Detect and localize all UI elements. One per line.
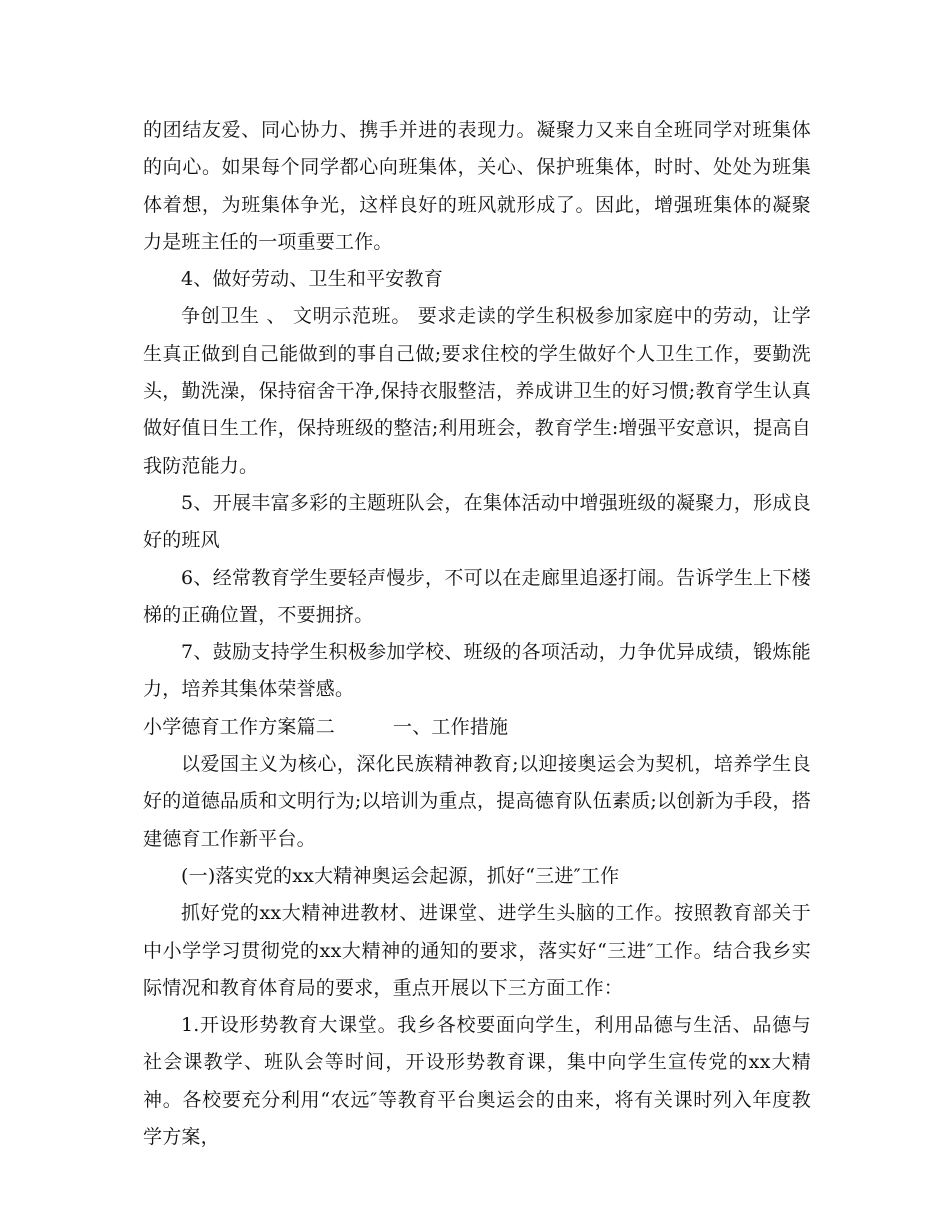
paragraph-patriotism-core: 以爱国主义为核心，深化民族精神教育;以迎接奥运会为契机，培养学生良好的道德品质和文明行为;以培训为重点，提高德育队伍素质;以创新为手段，搭建德育工作新平台。 xyxy=(143,753,811,850)
paragraph-encourage-activities: 7、鼓励支持学生积极参加学校、班级的各项活动，力争优异成绩，锻炼能力，培养其集体荣誉感。 xyxy=(143,641,811,701)
heading-implement-spirit: (一)落实党的xx大精神奥运会起源，抓好“三进″工作 xyxy=(181,864,620,887)
document-body xyxy=(143,112,811,1156)
paragraph-three-entries: 抓好党的xx大精神进教材、进课堂、进学生头脑的工作。按照教育部关于中小学学习贯彻党的xx大精神的通知的要求，落实好“三进″工作。结合我乡实际情况和教育体育局的要求，重点开展以下三方面工作： xyxy=(143,902,811,999)
section-heading-plan-two xyxy=(143,709,811,746)
paragraph-cohesion: 的团结友爱、同心协力、携手并进的表现力。凝聚力又来自全班同学对班集体的向心。如果每个同学都心向班集体，关心、保护班集体，时时、处处为班集体着想，为班集体争光，这样良好的班风就形成了。因此，增强班集体的凝聚力是班主任的一项重要工作。 xyxy=(143,119,811,253)
paragraph-civilized-class: 争创卫生 、 文明示范班。 要求走读的学生积极参加家庭中的劳动，让学生真正做到自己能做到的事自己做;要求住校的学生做好个人卫生工作，要勤洗头，勤洗澡，保持宿舍干净,保持衣服整洁，养成讲卫生的好习惯;教育学生认真做好值日生工作，保持班级的整洁;利用班会，教育学生:增强平安意识，提高自我防范能力。 xyxy=(143,305,811,477)
section-title: 小学德育工作方案篇二 xyxy=(143,715,336,738)
section-subtitle: 一、工作措施 xyxy=(393,715,509,738)
heading-labor-hygiene-safety: 4、做好劳动、卫生和平安教育 xyxy=(181,268,443,291)
paragraph-situation-class: 1.开设形势教育大课堂。我乡各校要面向学生，利用品德与生活、品德与社会课教学、班队会等时间，开设形势教育课，集中向学生宣传党的xx大精神。各校要充分利用“农远″等教育平台奥运会的由来，将有关课时列入年度教学方案， xyxy=(143,1014,811,1149)
paragraph-walk-quietly: 6、经常教育学生要轻声慢步，不可以在走廊里追逐打闹。告诉学生上下楼梯的正确位置，不要拥挤。 xyxy=(143,566,811,626)
paragraph-theme-meetings: 5、开展丰富多彩的主题班队会，在集体活动中增强班级的凝聚力，形成良好的班风 xyxy=(143,491,811,552)
